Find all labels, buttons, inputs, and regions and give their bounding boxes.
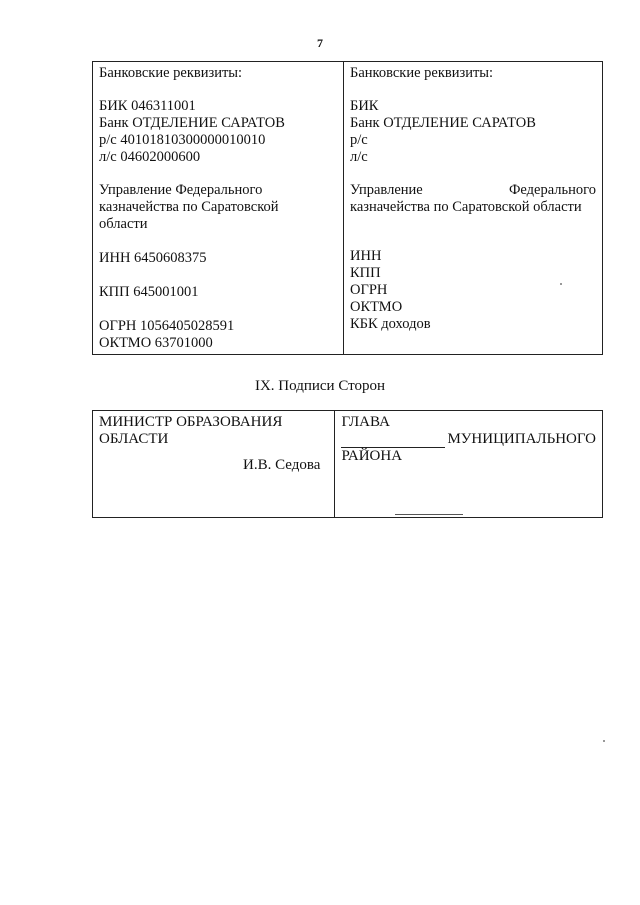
kpp-value: КПП	[350, 265, 381, 281]
treasury-line-2: казначейства по Саратовской области	[350, 199, 582, 215]
bik-value: БИК 046311001	[99, 98, 196, 114]
spacer	[350, 232, 596, 248]
treasury-word-1: Управление	[350, 182, 423, 198]
spacer	[99, 166, 337, 182]
party-2-requisites	[344, 62, 603, 355]
spacer	[350, 216, 596, 232]
spacer	[99, 82, 337, 98]
kpp-value: КПП 645001001	[99, 284, 199, 300]
treasury-line-2: казначейства по Саратовской	[99, 199, 279, 215]
signer-title-line-2: ОБЛАСТИ	[99, 431, 169, 447]
spacer	[350, 82, 596, 98]
section-title: IX. Подписи Сторон	[254, 378, 386, 394]
signer-title-line-1: МИНИСТР ОБРАЗОВАНИЯ	[99, 414, 283, 430]
signer-title-line-3: РАЙОНА	[341, 448, 403, 464]
blank-fill-line	[341, 431, 445, 448]
treasury-word-2: Федерального	[508, 182, 596, 198]
oktmo-value: ОКТМО	[350, 299, 403, 315]
signer-title-suffix: МУНИЦИПАЛЬНОГО	[447, 431, 596, 447]
oktmo-value: ОКТМО 63701000	[99, 335, 213, 351]
spacer	[350, 166, 596, 182]
bank-name: Банк ОТДЕЛЕНИЕ САРАТОВ	[350, 115, 536, 131]
requisites-heading: Банковские реквизиты:	[350, 65, 494, 81]
spacer	[99, 267, 337, 284]
scan-speck	[603, 740, 605, 742]
settlement-account: р/с 40101810300000010010	[99, 132, 266, 148]
treasury-line-1	[350, 182, 596, 199]
scan-speck	[560, 283, 562, 285]
signer-title-line-1: ГЛАВА	[341, 414, 390, 430]
party-1-signature	[93, 411, 335, 518]
inn-value: ИНН 6450608375	[99, 250, 207, 266]
treasury-line-3: области	[99, 216, 148, 232]
personal-account: л/с	[350, 149, 368, 165]
signer-title-line-2	[341, 431, 596, 448]
bik-value: БИК	[350, 98, 379, 114]
settlement-account: р/с	[350, 132, 368, 148]
requisites-heading: Банковские реквизиты:	[99, 65, 243, 81]
signer-name: И.В. Седова	[243, 457, 321, 473]
spacer	[99, 301, 337, 318]
kbk-value: КБК доходов	[350, 316, 431, 332]
ogrn-value: ОГРН 1056405028591	[99, 318, 235, 334]
bank-name: Банк ОТДЕЛЕНИЕ САРАТОВ	[99, 115, 285, 131]
inn-value: ИНН	[350, 248, 382, 264]
ogrn-value: ОГРН	[350, 282, 388, 298]
signature-line	[395, 514, 463, 515]
party-2-signature	[335, 411, 603, 518]
personal-account: л/с 04602000600	[99, 149, 201, 165]
signatures-table	[92, 410, 603, 518]
treasury-line-1: Управление Федерального	[99, 182, 263, 198]
party-1-requisites	[93, 62, 344, 355]
page-number: 7	[317, 36, 323, 50]
bank-requisites-table	[92, 61, 603, 355]
spacer	[99, 233, 337, 250]
